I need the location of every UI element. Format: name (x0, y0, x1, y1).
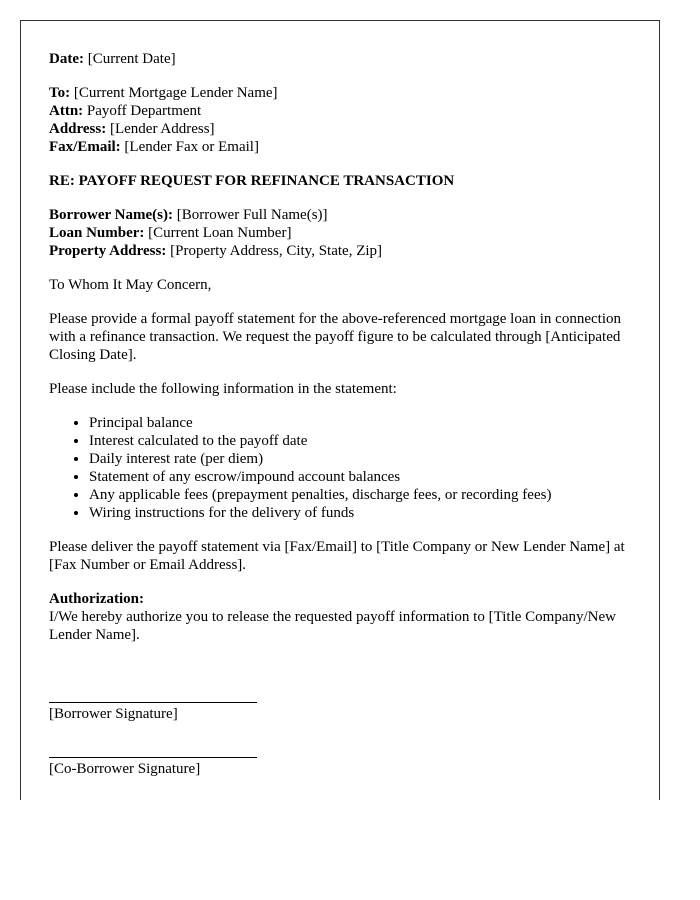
list-item: • Wiring instructions for the delivery of funds (89, 504, 631, 522)
authorization-block (49, 590, 631, 644)
date-value: [Current Date] (87, 51, 176, 67)
info-list (49, 414, 631, 522)
address-label: Address: (49, 121, 107, 137)
borrower-signature-label: [Borrower Signature] (49, 706, 178, 722)
list-item: • Any applicable fees (prepayment penalties, discharge fees, or recording fees) (89, 486, 631, 504)
address-value: [Lender Address] (109, 121, 215, 137)
recipient-block (49, 84, 631, 156)
loan-number-value: [Current Loan Number] (148, 225, 292, 241)
borrower-value: [Borrower Full Name(s)] (176, 207, 328, 223)
borrower-label: Borrower Name(s): (49, 207, 173, 223)
fax-value: [Lender Fax or Email] (124, 139, 259, 155)
subject-line (49, 172, 631, 190)
date-label: Date: (49, 51, 84, 67)
borrower-signature-block (49, 702, 631, 723)
letter-page (20, 20, 660, 800)
to-value: [Current Mortgage Lender Name] (73, 85, 278, 101)
request-paragraph: Please provide a formal payoff statement for the above-referenced mortgage loan in connection with a refinance transaction. We request the payoff figure to be calculated through [Anticipated Closing Date]. (49, 311, 621, 363)
to-label: To: (49, 85, 71, 101)
attn-value: Payoff Department (86, 103, 202, 119)
co-borrower-signature-label: [Co-Borrower Signature] (49, 761, 201, 777)
property-value: [Property Address, City, State, Zip] (170, 243, 383, 259)
co-borrower-signature-block (49, 757, 631, 778)
property-label: Property Address: (49, 243, 167, 259)
loan-number-label: Loan Number: (49, 225, 145, 241)
signature-line (49, 702, 257, 703)
fax-label: Fax/Email: (49, 139, 121, 155)
delivery-paragraph: Please deliver the payoff statement via [Fax/Email] to [Title Company or New Lender Name] at [Fax Number or Email Address]. (49, 539, 625, 573)
list-item: • Daily interest rate (per diem) (89, 450, 631, 468)
authorization-text: I/We hereby authorize you to release the requested payoff information to [Title Company/New Lender Name]. (49, 609, 616, 643)
authorization-heading: Authorization: (49, 591, 144, 607)
subject-text: RE: PAYOFF REQUEST FOR REFINANCE TRANSACTION (49, 173, 455, 189)
date-line (49, 50, 631, 68)
attn-label: Attn: (49, 103, 84, 119)
list-item: • Principal balance (89, 414, 631, 432)
loan-details (49, 206, 631, 260)
salutation: To Whom It May Concern, (49, 277, 212, 293)
include-paragraph: Please include the following information in the statement: (49, 381, 397, 397)
list-item: • Interest calculated to the payoff date (89, 432, 631, 450)
list-item: • Statement of any escrow/impound account balances (89, 468, 631, 486)
signature-line (49, 757, 257, 758)
